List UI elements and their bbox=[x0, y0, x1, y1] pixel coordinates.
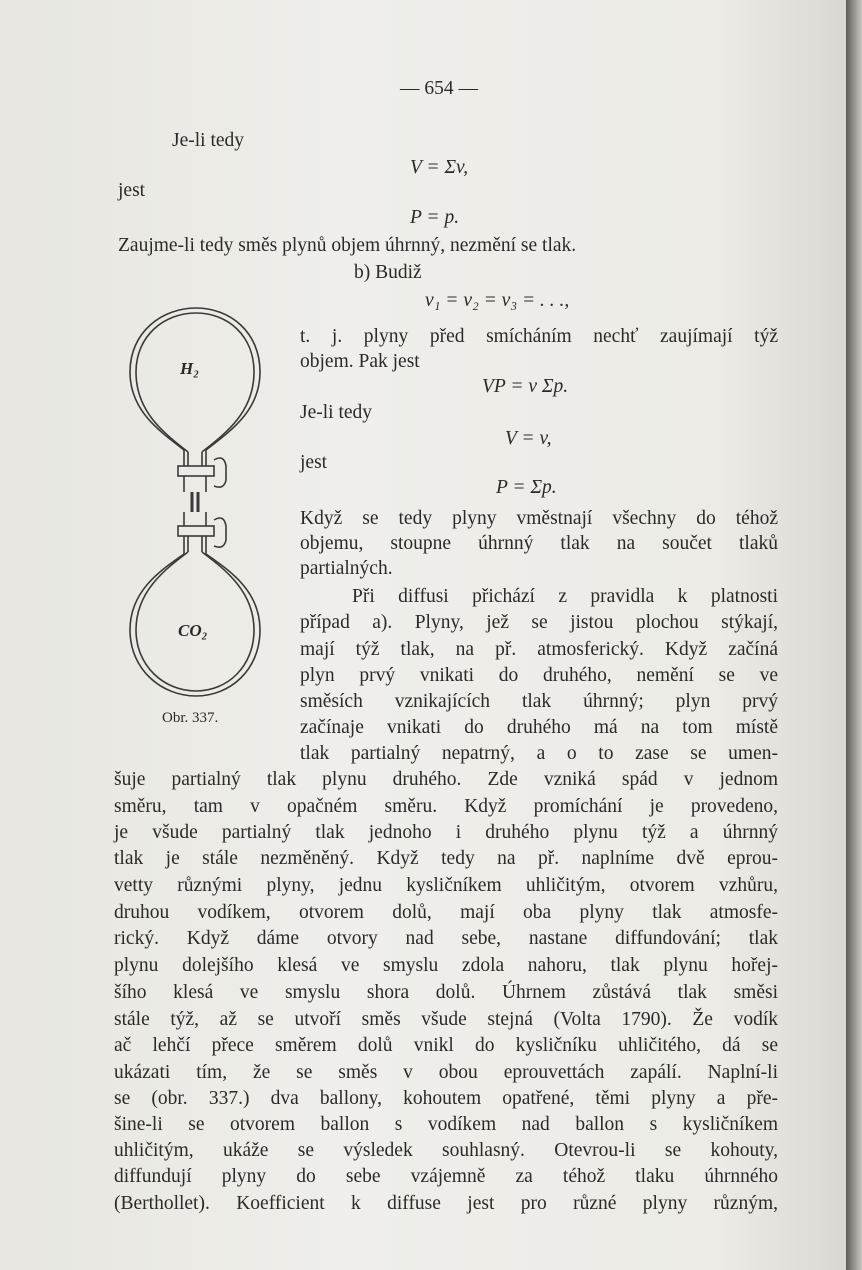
text-je-li-tedy: Je-li tedy bbox=[172, 130, 245, 151]
text-line: druhou vodíkem, otvorem dolů, mají oba plyny tlak atmosfe- bbox=[114, 902, 778, 923]
text-line: partialných. bbox=[300, 558, 393, 579]
text-jest-2: jest bbox=[300, 452, 328, 473]
text-line: tlak partialný nepatrný, a o to zase se umen- bbox=[300, 743, 778, 764]
text-line: začínaje vnikati do druhého má na tom místě bbox=[300, 717, 778, 738]
page-number: — 654 — bbox=[400, 78, 478, 99]
label-h2: H₂ bbox=[180, 359, 200, 378]
text-line: objemu, stoupne úhrnný tlak na součet tlaků bbox=[300, 533, 778, 554]
text-line: plynu dolejšího klesá ve smyslu zdola nahoru, tlak plynu hořej- bbox=[114, 955, 778, 976]
text-je-li-tedy-2: Je-li tedy bbox=[300, 402, 373, 423]
equation-vp: VP = v Σp. bbox=[482, 376, 569, 397]
equation-v-v: V = v, bbox=[505, 428, 552, 449]
text-line: se (obr. 337.) dva ballony, kohoutem opatřené, těmi plyny a pře- bbox=[114, 1088, 778, 1109]
text-line: ač lehčí přece směrem dolů vnikl do kysličníku uhličitého, dá se bbox=[114, 1035, 778, 1056]
label-co2: CO₂ bbox=[178, 621, 208, 640]
text-line: směsích vznikajících tlak úhrnný; plyn prvý bbox=[300, 691, 778, 712]
text-line: (Berthollet). Koefficient k diffuse jest pro různé plyny různým, bbox=[114, 1193, 778, 1214]
text-line: stále týž, až se utvoří směs všude stejná (Volta 1790). Že vodík bbox=[114, 1009, 778, 1030]
text-line: případ a). Plyny, jež se jistou plochou stýkají, bbox=[300, 612, 778, 633]
text-line: t. j. plyny před smícháním nechť zaujímají týž bbox=[300, 326, 778, 347]
text-line: vetty různými plyny, jednu kysličníkem uhličitým, otvorem vzhůru, bbox=[114, 875, 778, 896]
equation-v-equal: v₁ = v₂ = v₃ = . . ., bbox=[425, 290, 570, 311]
figure-caption: Obr. 337. bbox=[162, 710, 219, 726]
text-line: je všude partialný tlak jednoho i druhého plynu týž a úhrnný bbox=[114, 822, 778, 843]
text-line: ukázati tím, že se směs v obou eprouvettách zapálí. Naplní-li bbox=[114, 1062, 778, 1083]
text-line: šuje partialný tlak plynu druhého. Zde vzniká spád v jednom bbox=[114, 769, 778, 790]
equation-v-sum: V = Σv, bbox=[410, 157, 469, 178]
text-line: mají týž tlak, na př. atmosferický. Když začíná bbox=[300, 639, 778, 660]
figure-337 bbox=[118, 300, 278, 705]
text-line: Když se tedy plyny vměstnají všechny do téhož bbox=[300, 508, 778, 529]
text-conclusion: Zaujme-li tedy směs plynů objem úhrnný, nezmění se tlak. bbox=[118, 235, 577, 256]
text-line: uhličitým, ukáže se výsledek souhlasný. Otevrou-li se kohouty, bbox=[114, 1140, 778, 1161]
text-line: šine-li se otvorem ballon s vodíkem nad ballon s kysličníkem bbox=[114, 1114, 778, 1135]
text-line: diffundují plyny do sebe vzájemně za téhož tlaku úhrnného bbox=[114, 1166, 778, 1187]
book-edge-shadow bbox=[846, 0, 862, 1270]
text-jest: jest bbox=[118, 180, 146, 201]
equation-p: P = p. bbox=[410, 207, 460, 228]
text-line: rický. Když dáme otvory nad sebe, nastane diffundování; tlak bbox=[114, 928, 778, 949]
text-line: plyn prvý vnikati do druhého, nemění se ve bbox=[300, 665, 778, 686]
text-line: tlak je stále nezměněný. Když tedy na př. naplníme dvě eprou- bbox=[114, 848, 778, 869]
equation-p-sum: P = Σp. bbox=[496, 477, 557, 498]
case-b-label: b) Budiž bbox=[354, 262, 422, 283]
text-line: šího klesá ve smyslu shora dolů. Úhrnem zůstává tlak směsi bbox=[114, 982, 778, 1003]
text-line: Při diffusi přichází z pravidla k platnosti bbox=[352, 586, 778, 607]
text-line: objem. Pak jest bbox=[300, 351, 420, 372]
text-line: směru, tam v opačném směru. Když promíchání je provedeno, bbox=[114, 796, 778, 817]
